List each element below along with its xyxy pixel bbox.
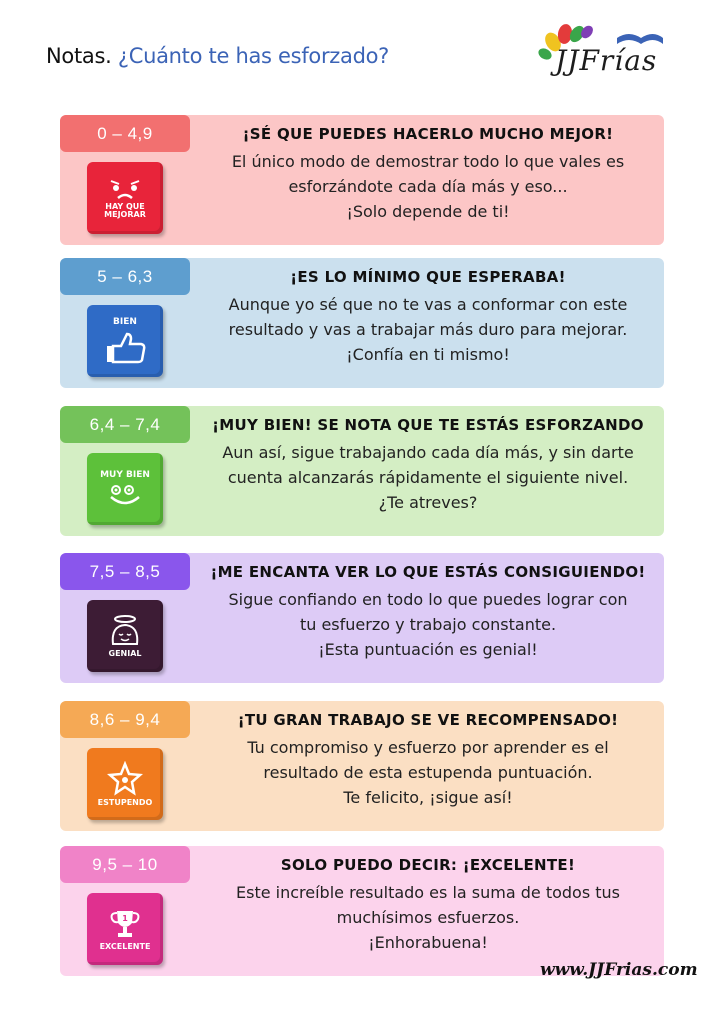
grade-dice-icon	[87, 893, 163, 965]
grade-card	[60, 701, 664, 831]
grade-range-badge: 6,4 – 7,4	[60, 406, 190, 443]
grade-body-line: Sigue confiando en todo lo que puedes lograr con	[228, 590, 628, 609]
sad-face-icon	[105, 177, 145, 201]
grade-range-badge: 9,5 – 10	[60, 846, 190, 883]
grade-body-line: ¡Esta puntuación es genial!	[318, 640, 538, 659]
grade-message	[208, 856, 648, 955]
title-question: ¿Cuánto te has esforzado?	[117, 44, 390, 68]
dice-label: HAY QUE MEJORAR	[104, 202, 146, 219]
grade-message	[208, 711, 648, 810]
grade-dice-icon	[87, 162, 163, 234]
grade-heading: ¡MUY BIEN! SE NOTA QUE TE ESTÁS ESFORZANDO	[212, 416, 644, 434]
grade-body-line: Te felicito, ¡sigue así!	[343, 788, 513, 807]
dice-label: EXCELENTE	[99, 942, 151, 951]
grade-dice-icon	[87, 748, 163, 820]
grade-body-line: esforzándote cada día más y eso...	[288, 177, 568, 196]
grade-body-line: resultado de esta estupenda puntuación.	[263, 763, 593, 782]
grade-card	[60, 846, 664, 976]
trophy-icon	[107, 907, 143, 941]
grade-message	[208, 268, 648, 367]
dice-label: MUY BIEN	[100, 470, 150, 480]
grade-range-badge: 7,5 – 8,5	[60, 553, 190, 590]
footer-url[interactable]: www.JJFrias.com	[540, 960, 698, 980]
grade-heading: ¡ME ENCANTA VER LO QUE ESTÁS CONSIGUIENDO!	[210, 563, 646, 581]
grade-body-line: ¡Solo depende de ti!	[346, 202, 510, 221]
grade-body-line: ¡Enhorabuena!	[368, 933, 488, 952]
grade-body-line: cuenta alcanzarás rápidamente el siguiente nivel.	[227, 468, 629, 487]
grade-card	[60, 258, 664, 388]
grade-message	[208, 563, 648, 662]
grade-range-badge: 5 – 6,3	[60, 258, 190, 295]
grade-message	[208, 125, 648, 224]
grade-dice-icon	[87, 600, 163, 672]
grade-body-line: Aunque yo sé que no te vas a conformar con este	[228, 295, 628, 314]
grade-heading: ¡TU GRAN TRABAJO SE VE RECOMPENSADO!	[237, 711, 619, 729]
svg-text:1: 1	[122, 914, 128, 923]
grade-body-line: resultado y vas a trabajar más duro para mejorar.	[228, 320, 628, 339]
grade-range-badge: 0 – 4,9	[60, 115, 190, 152]
grade-card	[60, 553, 664, 683]
brand-logo	[537, 20, 665, 92]
grade-body-line: ¿Te atreves?	[378, 493, 478, 512]
grade-dice-icon	[87, 453, 163, 525]
grade-body-line: Este increíble resultado es la suma de todos tus	[236, 883, 620, 902]
grade-range-badge: 8,6 – 9,4	[60, 701, 190, 738]
thumbs-up-icon	[103, 330, 147, 364]
happy-face-icon	[105, 483, 145, 507]
grade-body-line: tu esfuerzo y trabajo constante.	[299, 615, 557, 634]
grade-body-line: Aun así, sigue trabajando cada día más, y sin darte	[222, 443, 634, 462]
grade-body	[208, 149, 648, 224]
grade-body-line: El único modo de demostrar todo lo que vales es	[231, 152, 625, 171]
grade-body	[208, 735, 648, 810]
logo-text: JJFrías	[555, 44, 658, 77]
star-badge-icon	[107, 761, 143, 797]
grade-body	[208, 880, 648, 955]
grade-body	[208, 587, 648, 662]
grade-heading: ¡ES LO MÍNIMO QUE ESPERABA!	[290, 268, 566, 286]
grade-body-line: muchísimos esfuerzos.	[336, 908, 520, 927]
grade-card	[60, 406, 664, 536]
page-title	[46, 44, 389, 68]
dice-label: GENIAL	[108, 649, 142, 658]
title-prefix: Notas.	[46, 44, 112, 68]
angel-face-icon	[105, 614, 145, 648]
grade-body-line: ¡Confía en ti mismo!	[346, 345, 510, 364]
grade-body	[208, 292, 648, 367]
dice-label: BIEN	[113, 317, 137, 327]
dice-label: ESTUPENDO	[97, 798, 153, 807]
grade-heading: ¡SÉ QUE PUEDES HACERLO MUCHO MEJOR!	[242, 125, 614, 143]
grade-body-line: Tu compromiso y esfuerzo por aprender es el	[247, 738, 609, 757]
grade-card	[60, 115, 664, 245]
grade-body	[208, 440, 648, 515]
grade-heading: SOLO PUEDO DECIR: ¡EXCELENTE!	[280, 856, 576, 874]
grade-dice-icon	[87, 305, 163, 377]
grade-message	[208, 416, 648, 515]
